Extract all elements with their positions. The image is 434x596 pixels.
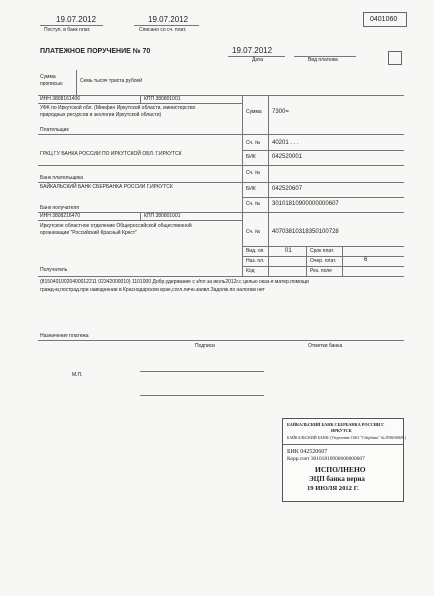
purpose-line1: (81504010020400012211 02342000010) 1101000 Добр.удержание с з/пл за июль2012г.с целью оказ-я матер.помощи <box>40 279 309 285</box>
payer-bank-bik-value: 042520001 <box>272 154 303 160</box>
stamp-signature-valid: ЭЦП банка верна <box>309 475 365 483</box>
payee-bank-account-value: 30101810900000000607 <box>272 201 339 207</box>
date-debited-value: 19.07.2012 <box>148 15 189 24</box>
document-title: ПЛАТЕЖНОЕ ПОРУЧЕНИЕ № 70 <box>40 48 151 55</box>
date-debited-caption: Списано со сч. плат. <box>139 27 187 33</box>
signature-line-1 <box>140 371 264 372</box>
grid-line <box>306 246 307 276</box>
signature-line-2 <box>140 395 264 396</box>
stamp-city: ИРКУТСК <box>331 428 352 433</box>
payer-bank-bik-label: БИК <box>246 154 256 160</box>
amount-words-value: Семь тысяч триста рублей <box>80 78 143 84</box>
purpose-line2: гражд-м,пострад.при наводнении в Краснодарском крае,согл.личн.заявл.Задолж.по налогам нет <box>40 287 265 293</box>
grid-line <box>38 220 242 221</box>
payer-bank-account-label: Сч. № <box>246 170 261 176</box>
date-received-value: 19.07.2012 <box>56 15 97 24</box>
grid-line <box>342 246 343 276</box>
grid-line <box>38 134 404 135</box>
date-received-line <box>40 25 103 26</box>
stamp-executed: ИСПОЛНЕНО <box>315 465 366 474</box>
document-date: 19.07.2012 <box>232 46 273 55</box>
bank-stamp <box>282 418 407 502</box>
code-label: Код <box>246 268 255 274</box>
reserve-label: Рез. поле <box>310 268 332 274</box>
due-label: Срок плат. <box>310 248 335 254</box>
stamp-bank-name: БАЙКАЛЬСКИЙ БАНК СБЕРБАНКА РОССИИ Г. <box>287 422 385 427</box>
payer-name-line2: природных ресурсов и экологии Иркутской области) <box>40 112 162 118</box>
grid-line <box>140 212 141 220</box>
grid-line <box>242 95 243 276</box>
grid-line <box>38 165 404 166</box>
grid-line <box>38 103 242 104</box>
signatures-label: Подписи <box>195 343 215 349</box>
grid-line <box>242 246 404 247</box>
grid-line <box>242 256 404 257</box>
payer-kpp: КПП 380801001 <box>144 96 181 102</box>
payer-inn: ИНН 3808161406 <box>40 96 81 102</box>
payee-label: Получатель <box>40 267 68 273</box>
stamp-branch: БАЙКАЛЬСКИЙ БАНК/ (Отделение ОАО "Сбербанк" № 8586/00691) <box>287 435 407 440</box>
grid-line <box>38 212 404 213</box>
grid-line <box>242 150 404 151</box>
grid-line <box>38 340 404 341</box>
payee-account-label: Сч. № <box>246 229 261 235</box>
sum-label: Сумма <box>246 109 262 115</box>
grid-line <box>242 266 404 267</box>
sum-value: 7300= <box>272 109 289 115</box>
payee-kpp: КПП 380801001 <box>144 213 181 219</box>
payee-name-line2: организации "Российский Красный Крест" <box>40 230 137 236</box>
stamp-divider <box>283 444 403 445</box>
op-type-label: Вид. оп. <box>246 248 265 254</box>
seal-label: М.П. <box>72 372 83 378</box>
stamp-corr-account: Корр.счет 30101810900000000607 <box>287 456 365 462</box>
field-101-box <box>388 51 402 65</box>
document-date-caption: Дата <box>252 57 264 63</box>
payer-bank-name: ГРКЦ ГУ БАНКА РОССИИ ПО ИРКУТСКОЙ ОБЛ. Г.ИРКУТСК <box>40 151 182 157</box>
payee-inn: ИНН 3808216470 <box>40 213 81 219</box>
date-debited-line <box>134 25 199 26</box>
payer-account-label: Сч. № <box>246 140 261 146</box>
payer-name-line1: УФК по Иркутской обл. (Минфин Иркутской области, министерство <box>40 105 196 111</box>
order-value: 6 <box>364 257 368 263</box>
payee-bank-label: Банк получателя <box>40 205 79 211</box>
payer-label: Плательщик <box>40 127 69 133</box>
payee-bank-name: БАЙКАЛЬСКИЙ БАНК СБЕРБАНКА РОССИИ Г.ИРКУТСК <box>40 184 173 190</box>
op-type-value: 01 <box>285 248 292 254</box>
order-label: Очер. плат. <box>310 258 337 264</box>
grid-line <box>38 276 404 277</box>
grid-line <box>242 197 404 198</box>
payee-bank-bik-label: БИК <box>246 186 256 192</box>
date-received-caption: Поступ. в банк плат. <box>44 27 91 33</box>
bank-marks-label: Отметки банка <box>308 343 343 349</box>
amount-words-label-2: прописью <box>40 81 63 87</box>
stamp-date: 19 ИЮЛЯ 2012 Г. <box>307 485 359 492</box>
amount-words-divider <box>76 70 77 95</box>
payer-account-value: 40201 . . . <box>272 140 299 146</box>
grid-line <box>38 182 404 183</box>
payee-account-value: 40703810318350100728 <box>272 229 339 235</box>
form-code: 0401060 <box>370 16 398 23</box>
payer-bank-label: Банк плательщика <box>40 175 84 181</box>
grid-line <box>140 95 141 103</box>
purpose-code-label: Наз. пл. <box>246 258 265 264</box>
grid-line <box>38 95 404 96</box>
payee-bank-bik-value: 042520607 <box>272 186 303 192</box>
stamp-bik: БИК 042520607 <box>287 449 328 455</box>
amount-words-label-1: Сумма <box>40 74 56 80</box>
payee-bank-account-label: Сч. № <box>246 201 261 207</box>
payee-name-line1: Иркутское областное отделение Общероссийской общественной <box>40 223 192 229</box>
purpose-label: Назначение платежа <box>40 333 89 339</box>
payment-type-caption: Вид платежа <box>308 57 338 63</box>
grid-line <box>268 95 269 276</box>
